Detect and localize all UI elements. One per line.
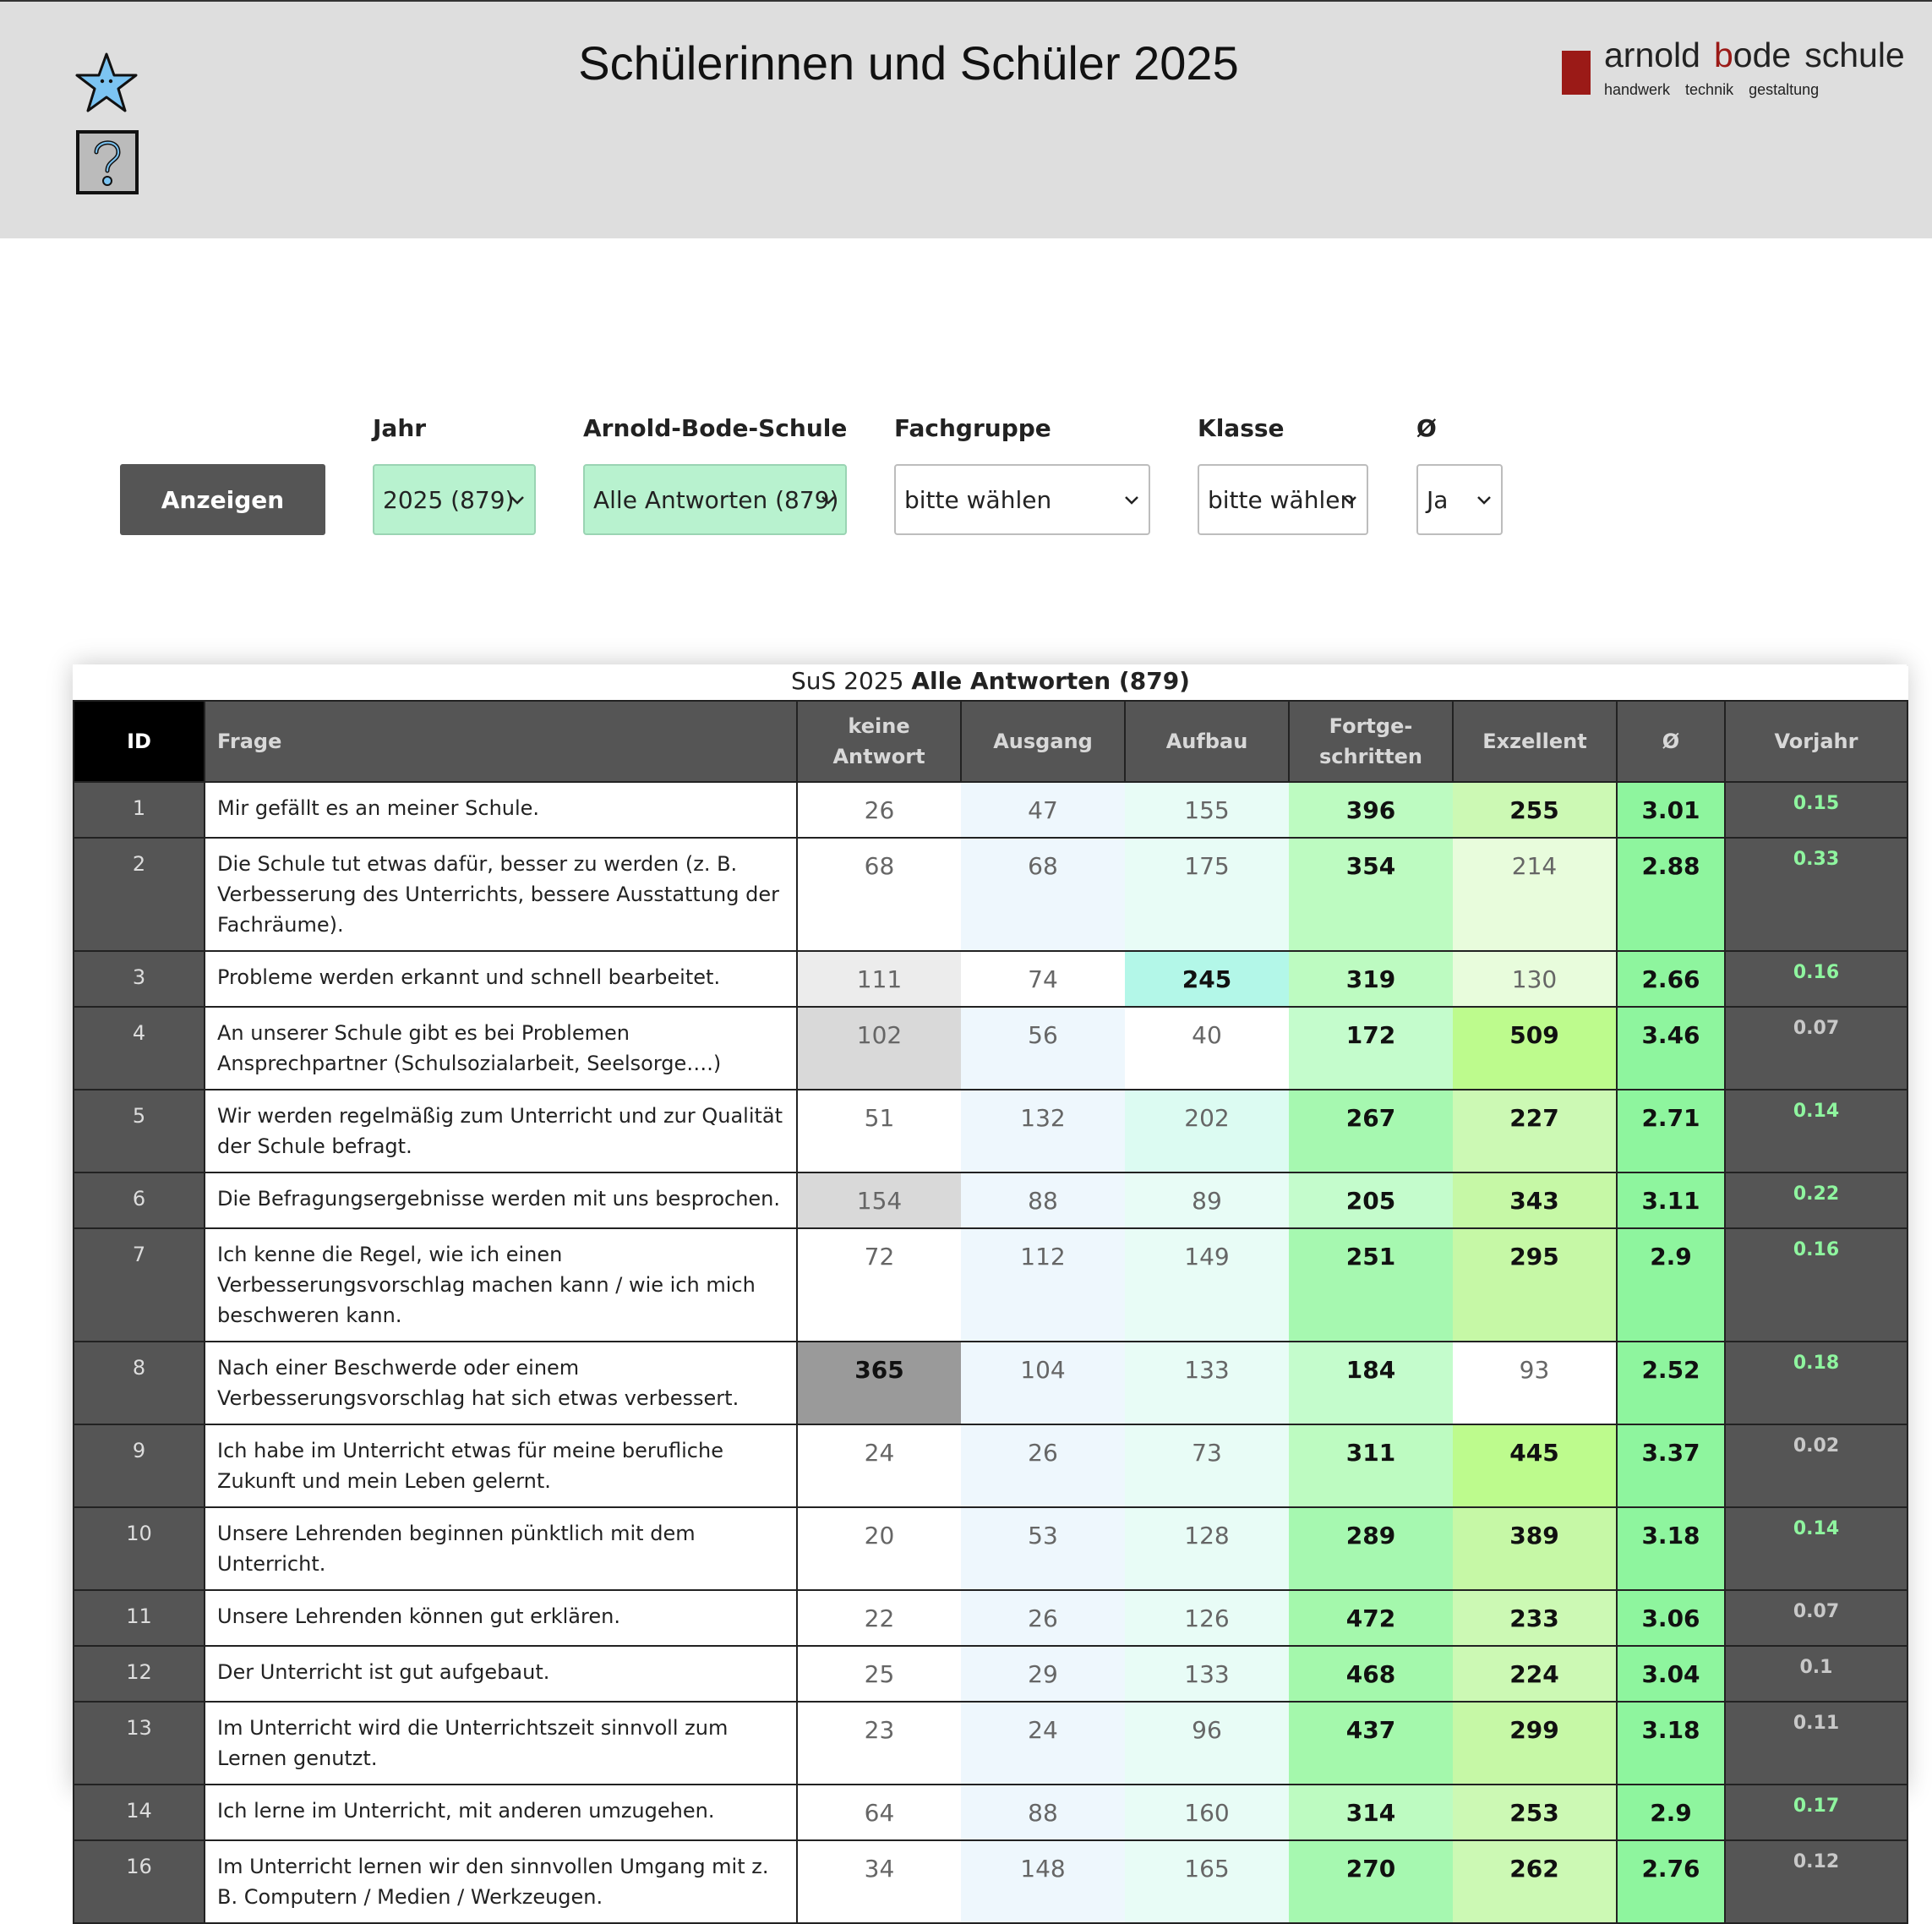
cell-aufbau: 89 bbox=[1125, 1172, 1289, 1228]
table-row bbox=[74, 1424, 1907, 1507]
cell-ausgang: 74 bbox=[961, 951, 1125, 1007]
cell-average: 2.88 bbox=[1617, 838, 1725, 951]
col-frage[interactable]: Frage bbox=[205, 701, 797, 782]
chevron-down-icon bbox=[1340, 489, 1360, 510]
cell-average: 3.37 bbox=[1617, 1424, 1725, 1507]
cell-keine-antwort: 22 bbox=[797, 1590, 961, 1646]
cell-fortgeschritten: 319 bbox=[1289, 951, 1453, 1007]
cell-aufbau: 175 bbox=[1125, 838, 1289, 951]
cell-fortgeschritten: 354 bbox=[1289, 838, 1453, 951]
logo-wordmark: arnold bode schule bbox=[1604, 36, 1905, 74]
class-select-value: bitte wählen bbox=[1208, 485, 1356, 514]
cell-aufbau: 40 bbox=[1125, 1007, 1289, 1090]
caption-selection: Alle Antworten (879) bbox=[911, 667, 1190, 695]
average-label: Ø bbox=[1416, 414, 1437, 442]
help-icon[interactable] bbox=[76, 130, 139, 194]
cell-average: 2.66 bbox=[1617, 951, 1725, 1007]
class-label: Klasse bbox=[1198, 414, 1285, 442]
cell-ausgang: 56 bbox=[961, 1007, 1125, 1090]
row-id: 6 bbox=[74, 1172, 205, 1228]
cell-exzellent: 224 bbox=[1453, 1646, 1617, 1702]
cell-ausgang: 88 bbox=[961, 1172, 1125, 1228]
cell-aufbau: 149 bbox=[1125, 1228, 1289, 1342]
cell-average: 2.76 bbox=[1617, 1840, 1725, 1923]
school-label: Arnold-Bode-Schule bbox=[583, 414, 848, 442]
col-id[interactable]: ID bbox=[74, 701, 205, 782]
table-row bbox=[74, 1702, 1907, 1785]
cell-exzellent: 389 bbox=[1453, 1507, 1617, 1590]
cell-aufbau: 126 bbox=[1125, 1590, 1289, 1646]
cell-fortgeschritten: 396 bbox=[1289, 782, 1453, 838]
col-vorjahr[interactable]: Vorjahr bbox=[1725, 701, 1907, 782]
table-row bbox=[74, 1172, 1907, 1228]
row-id: 11 bbox=[74, 1590, 205, 1646]
cell-aufbau: 165 bbox=[1125, 1840, 1289, 1923]
cell-keine-antwort: 102 bbox=[797, 1007, 961, 1090]
cell-fortgeschritten: 437 bbox=[1289, 1702, 1453, 1785]
row-question: Ich habe im Unterricht etwas für meine berufliche Zukunft und mein Leben gelernt. bbox=[205, 1424, 797, 1507]
row-question: Nach einer Beschwerde oder einem Verbesserungsvorschlag hat sich etwas verbessert. bbox=[205, 1342, 797, 1424]
cell-ausgang: 47 bbox=[961, 782, 1125, 838]
row-question: Mir gefällt es an meiner Schule. bbox=[205, 782, 797, 838]
cell-exzellent: 233 bbox=[1453, 1590, 1617, 1646]
logo-bode: bode bbox=[1713, 36, 1792, 74]
row-id: 2 bbox=[74, 838, 205, 951]
show-button[interactable]: Anzeigen bbox=[120, 464, 325, 535]
cell-aufbau: 96 bbox=[1125, 1702, 1289, 1785]
cell-keine-antwort: 34 bbox=[797, 1840, 961, 1923]
year-select[interactable] bbox=[373, 464, 536, 535]
cell-vorjahr: 0.1 bbox=[1725, 1646, 1907, 1702]
cell-fortgeschritten: 205 bbox=[1289, 1172, 1453, 1228]
cell-fortgeschritten: 289 bbox=[1289, 1507, 1453, 1590]
cell-ausgang: 68 bbox=[961, 838, 1125, 951]
cell-ausgang: 26 bbox=[961, 1590, 1125, 1646]
cell-exzellent: 227 bbox=[1453, 1090, 1617, 1172]
cell-average: 3.04 bbox=[1617, 1646, 1725, 1702]
row-id: 13 bbox=[74, 1702, 205, 1785]
row-question: Unsere Lehrenden beginnen pünktlich mit dem Unterricht. bbox=[205, 1507, 797, 1590]
cell-aufbau: 155 bbox=[1125, 782, 1289, 838]
row-question: Ich kenne die Regel, wie ich einen Verbesserungsvorschlag machen kann / wie ich mich beschweren kann. bbox=[205, 1228, 797, 1342]
cell-average: 2.9 bbox=[1617, 1785, 1725, 1840]
cell-fortgeschritten: 270 bbox=[1289, 1840, 1453, 1923]
cell-average: 3.46 bbox=[1617, 1007, 1725, 1090]
table-row bbox=[74, 838, 1907, 951]
cell-average: 3.18 bbox=[1617, 1702, 1725, 1785]
chevron-down-icon bbox=[1122, 489, 1142, 510]
row-id: 16 bbox=[74, 1840, 205, 1923]
row-id: 14 bbox=[74, 1785, 205, 1840]
cell-average: 3.18 bbox=[1617, 1507, 1725, 1590]
table-caption bbox=[73, 666, 1908, 700]
filter-bar bbox=[0, 414, 1932, 541]
table-row bbox=[74, 1090, 1907, 1172]
table-row bbox=[74, 1007, 1907, 1090]
cell-average: 2.9 bbox=[1617, 1228, 1725, 1342]
cell-keine-antwort: 154 bbox=[797, 1172, 961, 1228]
cell-exzellent: 130 bbox=[1453, 951, 1617, 1007]
cell-vorjahr: 0.16 bbox=[1725, 1228, 1907, 1342]
cell-exzellent: 214 bbox=[1453, 838, 1617, 951]
row-question: Ich lerne im Unterricht, mit anderen umzugehen. bbox=[205, 1785, 797, 1840]
caption-prefix: SuS 2025 bbox=[791, 667, 904, 695]
table-row bbox=[74, 951, 1907, 1007]
cell-ausgang: 53 bbox=[961, 1507, 1125, 1590]
row-question: Unsere Lehrenden können gut erklären. bbox=[205, 1590, 797, 1646]
table-row bbox=[74, 1228, 1907, 1342]
cell-ausgang: 26 bbox=[961, 1424, 1125, 1507]
cell-exzellent: 509 bbox=[1453, 1007, 1617, 1090]
cell-keine-antwort: 26 bbox=[797, 782, 961, 838]
cell-aufbau: 160 bbox=[1125, 1785, 1289, 1840]
cell-exzellent: 253 bbox=[1453, 1785, 1617, 1840]
cell-average: 2.71 bbox=[1617, 1090, 1725, 1172]
cell-fortgeschritten: 251 bbox=[1289, 1228, 1453, 1342]
cell-keine-antwort: 64 bbox=[797, 1785, 961, 1840]
year-select-value: 2025 (879) bbox=[383, 485, 515, 514]
cell-average: 3.11 bbox=[1617, 1172, 1725, 1228]
chevron-down-icon bbox=[1474, 489, 1494, 510]
row-id: 9 bbox=[74, 1424, 205, 1507]
row-id: 5 bbox=[74, 1090, 205, 1172]
cell-aufbau: 245 bbox=[1125, 951, 1289, 1007]
average-select-value: Ja bbox=[1427, 485, 1449, 514]
cell-vorjahr: 0.07 bbox=[1725, 1590, 1907, 1646]
cell-vorjahr: 0.07 bbox=[1725, 1007, 1907, 1090]
cell-average: 3.06 bbox=[1617, 1590, 1725, 1646]
cell-vorjahr: 0.18 bbox=[1725, 1342, 1907, 1424]
cell-vorjahr: 0.17 bbox=[1725, 1785, 1907, 1840]
cell-ausgang: 104 bbox=[961, 1342, 1125, 1424]
cell-fortgeschritten: 468 bbox=[1289, 1646, 1453, 1702]
cell-vorjahr: 0.15 bbox=[1725, 782, 1907, 838]
cell-vorjahr: 0.14 bbox=[1725, 1507, 1907, 1590]
school-select[interactable] bbox=[583, 464, 847, 535]
cell-keine-antwort: 51 bbox=[797, 1090, 961, 1172]
cell-aufbau: 128 bbox=[1125, 1507, 1289, 1590]
cell-keine-antwort: 111 bbox=[797, 951, 961, 1007]
cell-exzellent: 295 bbox=[1453, 1228, 1617, 1342]
cell-keine-antwort: 20 bbox=[797, 1507, 961, 1590]
cell-fortgeschritten: 184 bbox=[1289, 1342, 1453, 1424]
cell-fortgeschritten: 472 bbox=[1289, 1590, 1453, 1646]
cell-exzellent: 262 bbox=[1453, 1840, 1617, 1923]
cell-vorjahr: 0.11 bbox=[1725, 1702, 1907, 1785]
cell-ausgang: 88 bbox=[961, 1785, 1125, 1840]
cell-fortgeschritten: 311 bbox=[1289, 1424, 1453, 1507]
table-row bbox=[74, 1646, 1907, 1702]
cell-keine-antwort: 68 bbox=[797, 838, 961, 951]
row-question: Probleme werden erkannt und schnell bearbeitet. bbox=[205, 951, 797, 1007]
row-question: Wir werden regelmäßig zum Unterricht und zur Qualität der Schule befragt. bbox=[205, 1090, 797, 1172]
table-row bbox=[74, 1507, 1907, 1590]
col-average[interactable]: Ø bbox=[1617, 701, 1725, 782]
cell-keine-antwort: 365 bbox=[797, 1342, 961, 1424]
cell-fortgeschritten: 267 bbox=[1289, 1090, 1453, 1172]
cell-vorjahr: 0.22 bbox=[1725, 1172, 1907, 1228]
col-exzellent[interactable]: Exzellent bbox=[1453, 701, 1617, 782]
cell-ausgang: 24 bbox=[961, 1702, 1125, 1785]
group-select-value: bitte wählen bbox=[904, 485, 1052, 514]
row-question: Die Befragungsergebnisse werden mit uns besprochen. bbox=[205, 1172, 797, 1228]
table-row bbox=[74, 782, 1907, 838]
cell-ausgang: 29 bbox=[961, 1646, 1125, 1702]
row-id: 8 bbox=[74, 1342, 205, 1424]
logo-mark bbox=[1562, 51, 1591, 95]
cell-keine-antwort: 72 bbox=[797, 1228, 961, 1342]
table-row bbox=[74, 1342, 1907, 1424]
cell-exzellent: 445 bbox=[1453, 1424, 1617, 1507]
row-id: 12 bbox=[74, 1646, 205, 1702]
cell-ausgang: 132 bbox=[961, 1090, 1125, 1172]
cell-fortgeschritten: 172 bbox=[1289, 1007, 1453, 1090]
header-bar bbox=[0, 0, 1932, 238]
table-row bbox=[74, 1590, 1907, 1646]
school-select-value: Alle Antworten (879) bbox=[593, 485, 839, 514]
row-id: 7 bbox=[74, 1228, 205, 1342]
row-question: Der Unterricht ist gut aufgebaut. bbox=[205, 1646, 797, 1702]
logo-tagline: handwerk technik gestaltung bbox=[1604, 81, 1820, 98]
col-ausgang[interactable]: Ausgang bbox=[961, 701, 1125, 782]
results-table-panel bbox=[73, 664, 1907, 1909]
row-question: Im Unterricht lernen wir den sinnvollen Umgang mit z. B. Computern / Medien / Werkzeugen. bbox=[205, 1840, 797, 1923]
row-id: 3 bbox=[74, 951, 205, 1007]
cell-ausgang: 112 bbox=[961, 1228, 1125, 1342]
class-select[interactable] bbox=[1198, 464, 1368, 535]
col-aufbau[interactable]: Aufbau bbox=[1125, 701, 1289, 782]
cell-vorjahr: 0.33 bbox=[1725, 838, 1907, 951]
row-id: 1 bbox=[74, 782, 205, 838]
cell-exzellent: 255 bbox=[1453, 782, 1617, 838]
row-id: 10 bbox=[74, 1507, 205, 1590]
cell-keine-antwort: 24 bbox=[797, 1424, 961, 1507]
school-logo bbox=[1562, 36, 1917, 108]
cell-vorjahr: 0.14 bbox=[1725, 1090, 1907, 1172]
results-table bbox=[73, 666, 1908, 1924]
table-header-row bbox=[74, 701, 1907, 782]
row-question: An unserer Schule gibt es bei Problemen Ansprechpartner (Schulsozialarbeit, Seelsorge….) bbox=[205, 1007, 797, 1090]
cell-average: 3.01 bbox=[1617, 782, 1725, 838]
cell-vorjahr: 0.16 bbox=[1725, 951, 1907, 1007]
cell-aufbau: 133 bbox=[1125, 1646, 1289, 1702]
chevron-down-icon bbox=[507, 489, 527, 510]
cell-vorjahr: 0.02 bbox=[1725, 1424, 1907, 1507]
page-title: Schülerinnen und Schüler 2025 bbox=[578, 36, 1239, 90]
cell-keine-antwort: 23 bbox=[797, 1702, 961, 1785]
cell-ausgang: 148 bbox=[961, 1840, 1125, 1923]
col-fortgeschritten[interactable]: Fortge- schritten bbox=[1289, 701, 1453, 782]
cell-average: 2.52 bbox=[1617, 1342, 1725, 1424]
col-keine-antwort[interactable]: keine Antwort bbox=[797, 701, 961, 782]
year-label: Jahr bbox=[373, 414, 427, 442]
group-select[interactable] bbox=[894, 464, 1150, 535]
chevron-down-icon bbox=[818, 489, 838, 510]
cell-aufbau: 133 bbox=[1125, 1342, 1289, 1424]
row-question: Im Unterricht wird die Unterrichtszeit sinnvoll zum Lernen genutzt. bbox=[205, 1702, 797, 1785]
cell-vorjahr: 0.12 bbox=[1725, 1840, 1907, 1923]
group-label: Fachgruppe bbox=[894, 414, 1051, 442]
cell-exzellent: 93 bbox=[1453, 1342, 1617, 1424]
table-row bbox=[74, 1840, 1907, 1923]
cell-keine-antwort: 25 bbox=[797, 1646, 961, 1702]
cell-exzellent: 343 bbox=[1453, 1172, 1617, 1228]
table-row bbox=[74, 1785, 1907, 1840]
row-id: 4 bbox=[74, 1007, 205, 1090]
row-question: Die Schule tut etwas dafür, besser zu werden (z. B. Verbesserung des Unterrichts, bessere Ausstattung der Fachräume). bbox=[205, 838, 797, 951]
cell-aufbau: 202 bbox=[1125, 1090, 1289, 1172]
cell-fortgeschritten: 314 bbox=[1289, 1785, 1453, 1840]
average-select[interactable] bbox=[1416, 464, 1503, 535]
cell-exzellent: 299 bbox=[1453, 1702, 1617, 1785]
cell-aufbau: 73 bbox=[1125, 1424, 1289, 1507]
